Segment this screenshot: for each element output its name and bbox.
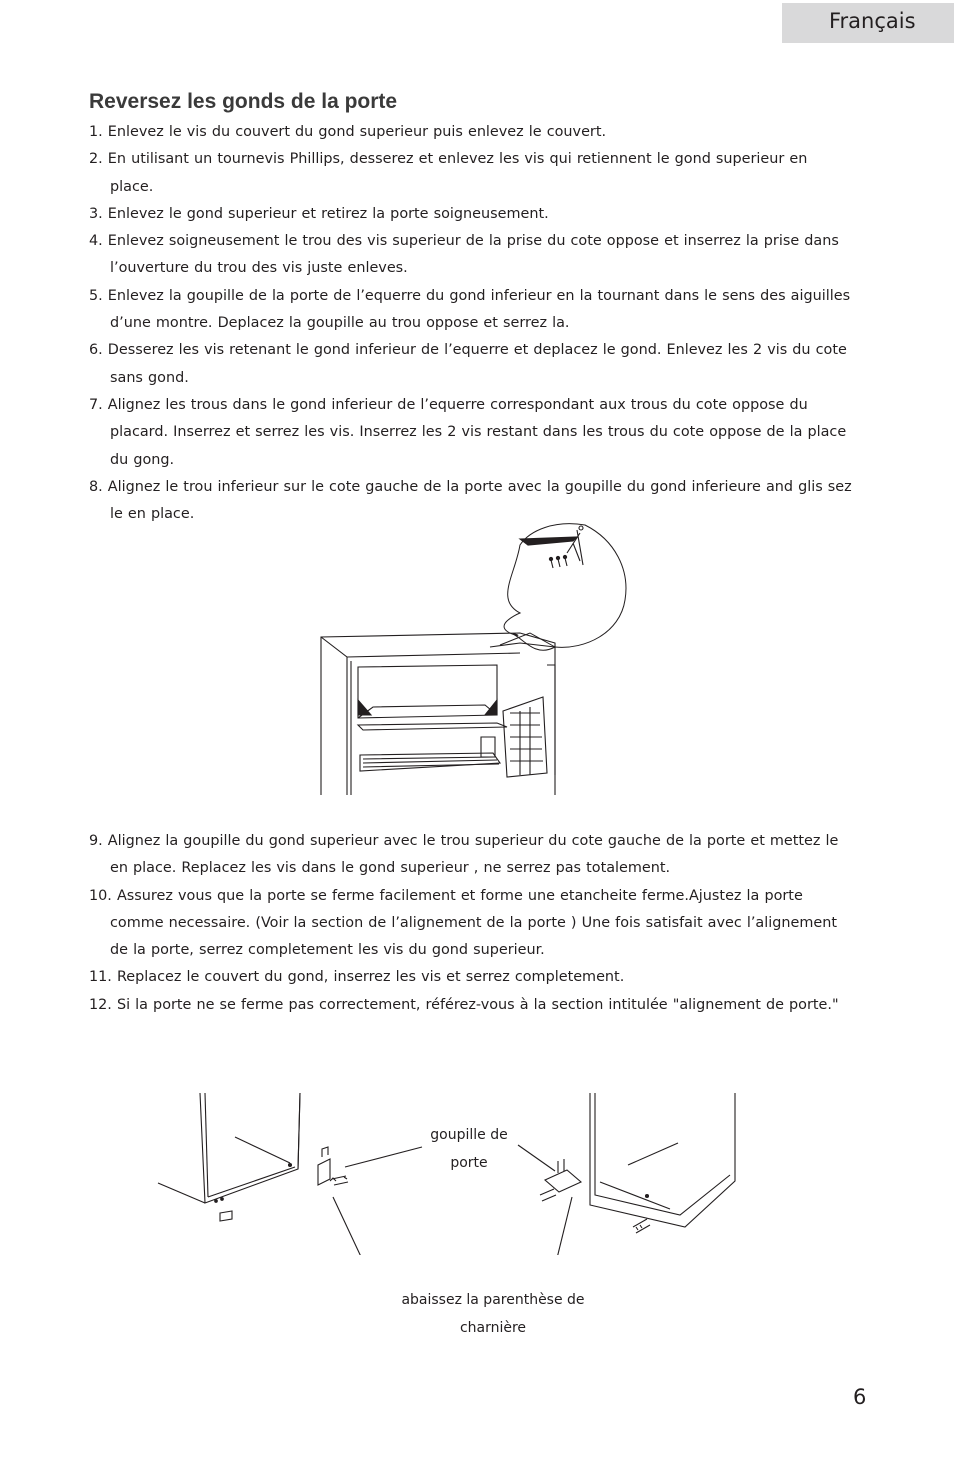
step-4: 4. Enlevez soigneusement le trou des vis superieur de la prise du cote oppose et inserrez la prise dans l’ouverture du trou des vis juste enleves.: [89, 233, 839, 277]
section-title: Reversez les gonds de la porte: [89, 90, 398, 113]
step-7: 7. Alignez les trous dans le gond inferieur de l’equerre correspondant aux trous du cote oppose du placard. Inserrez et serrez les vis. Inserrez les 2 vis restant dans les trous du cote oppose de la place du gong.: [89, 396, 847, 468]
steps-list-part2: [89, 828, 854, 1019]
hinge-bracket-label-line2: charnière: [459, 1320, 527, 1336]
page-number: 6: [853, 1385, 867, 1409]
hinge-bracket-label-line1: abaissez la parenthèse de: [401, 1292, 585, 1308]
door-pin-label-line2: porte: [450, 1155, 488, 1171]
step-6: 6. Desserez les vis retenant le gond inferieur de l’equerre et deplacez le gond. Enlevez les 2 vis du cote sans gond.: [89, 342, 847, 386]
step-11: 11. Replacez le couvert du gond, inserrez les vis et serrez completement.: [89, 969, 625, 986]
step-5: 5. Enlevez la goupille de la porte de l’equerre du gond inferieur en la tournant dans le sens des aiguilles d’une montre. Deplacez la goupille au trou oppose et serrez la.: [89, 287, 851, 332]
step-3: 3. Enlevez le gond superieur et retirez la porte soigneusement.: [89, 205, 549, 222]
language-tab: [782, 3, 954, 43]
door-pin-label-line1: goupille de: [430, 1127, 508, 1143]
hinge-bracket-label: [383, 1286, 603, 1342]
step-9: 9. Alignez la goupille du gond superieur avec le trou superieur du cote gauche de la porte et mettez le en place. Replacez les vis dans le gond superieur , ne serrez pas totalement.: [89, 833, 839, 877]
steps-list-part1: [89, 119, 854, 528]
language-label: Français: [829, 9, 916, 33]
step-8: 8. Alignez le trou inferieur sur le cote gauche de la porte avec la goupille du gond inferieure and glis sez le en place.: [89, 478, 852, 523]
step-2: 2. En utilisant un tournevis Phillips, desserez et enlevez les vis qui retiennent le gond superieur en place.: [89, 151, 808, 195]
step-1: 1. Enlevez le vis du couvert du gond superieur puis enlevez le couvert.: [89, 124, 607, 140]
step-12: 12. Si la porte ne se ferme pas correctement, référez-vous à la section intitulée "alignement de porte.": [89, 996, 839, 1013]
step-10: 10. Assurez vous que la porte se ferme facilement et forme une etancheite ferme.Ajustez la porte comme necessaire. (Voir la section de l’alignement de la porte ) Une fois satisfait avec l’alignement de la porte, serrez completement les vis du gond superieur.: [89, 887, 837, 959]
fridge-top-hinge-illustration: [315, 515, 635, 800]
door-pin-label: [409, 1121, 529, 1177]
